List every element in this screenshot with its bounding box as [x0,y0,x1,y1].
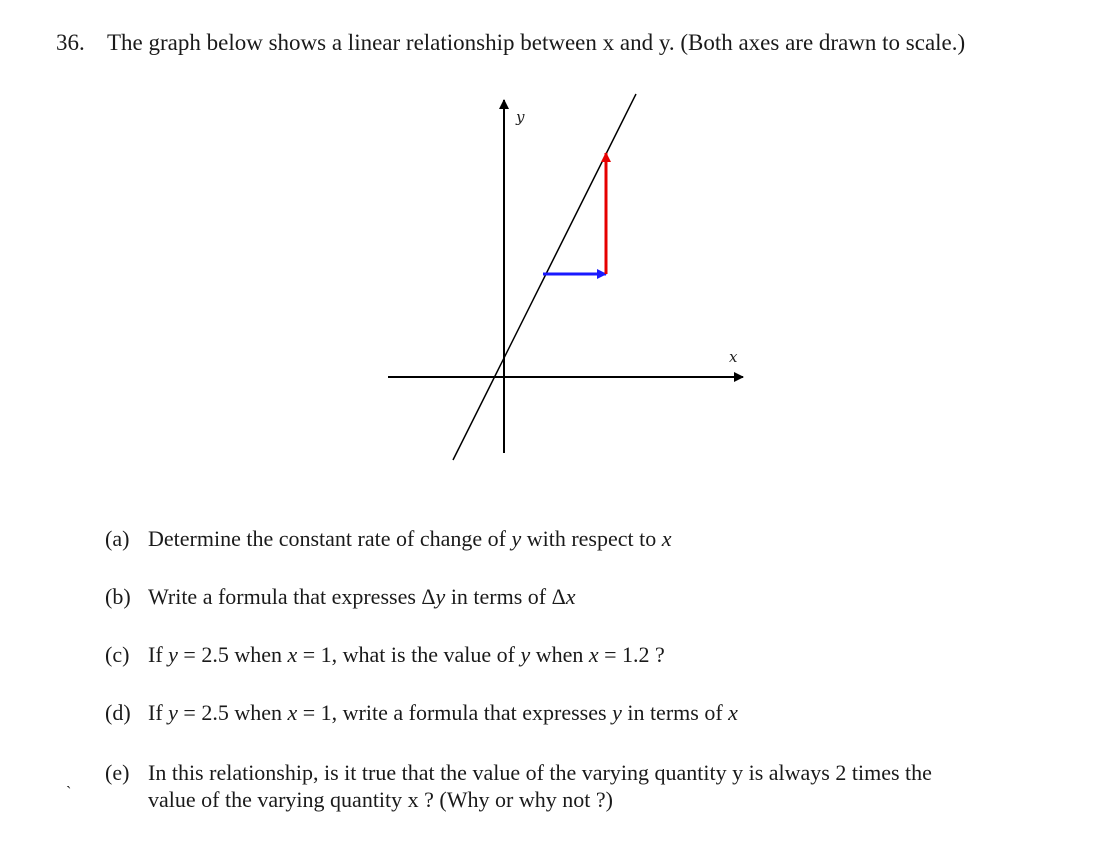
part-text-line2: value of the varying quantity x ? (Why or why not ?) [148,787,613,812]
part-e [105,760,932,813]
part-c [105,642,665,668]
part-b [105,584,576,610]
part-text: If y = 2.5 when x = 1, what is the value of y when x = 1.2 ? [148,642,665,667]
part-a [105,526,672,552]
part-text: If y = 2.5 when x = 1, write a formula that expresses y in terms of x [148,700,738,725]
part-text: Write a formula that expresses Δy in terms of Δx [148,584,576,609]
part-letter: (b) [105,584,131,609]
y-axis-label: y [516,108,525,126]
part-letter: (d) [105,700,131,725]
problem-statement: The graph below shows a linear relationship between x and y. (Both axes are drawn to scale.) [107,30,966,55]
problem-number: 36. [56,30,85,55]
stray-mark: ` [66,784,72,801]
part-letter: (e) [105,760,130,785]
part-text-line1: In this relationship, is it true that the value of the varying quantity y is always 2 times the [148,760,932,785]
part-text: Determine the constant rate of change of y with respect to x [148,526,672,551]
linear-function-line [453,94,636,460]
part-letter: (c) [105,642,130,667]
part-letter: (a) [105,526,130,551]
part-d [105,700,738,726]
x-axis-label: x [729,348,738,366]
